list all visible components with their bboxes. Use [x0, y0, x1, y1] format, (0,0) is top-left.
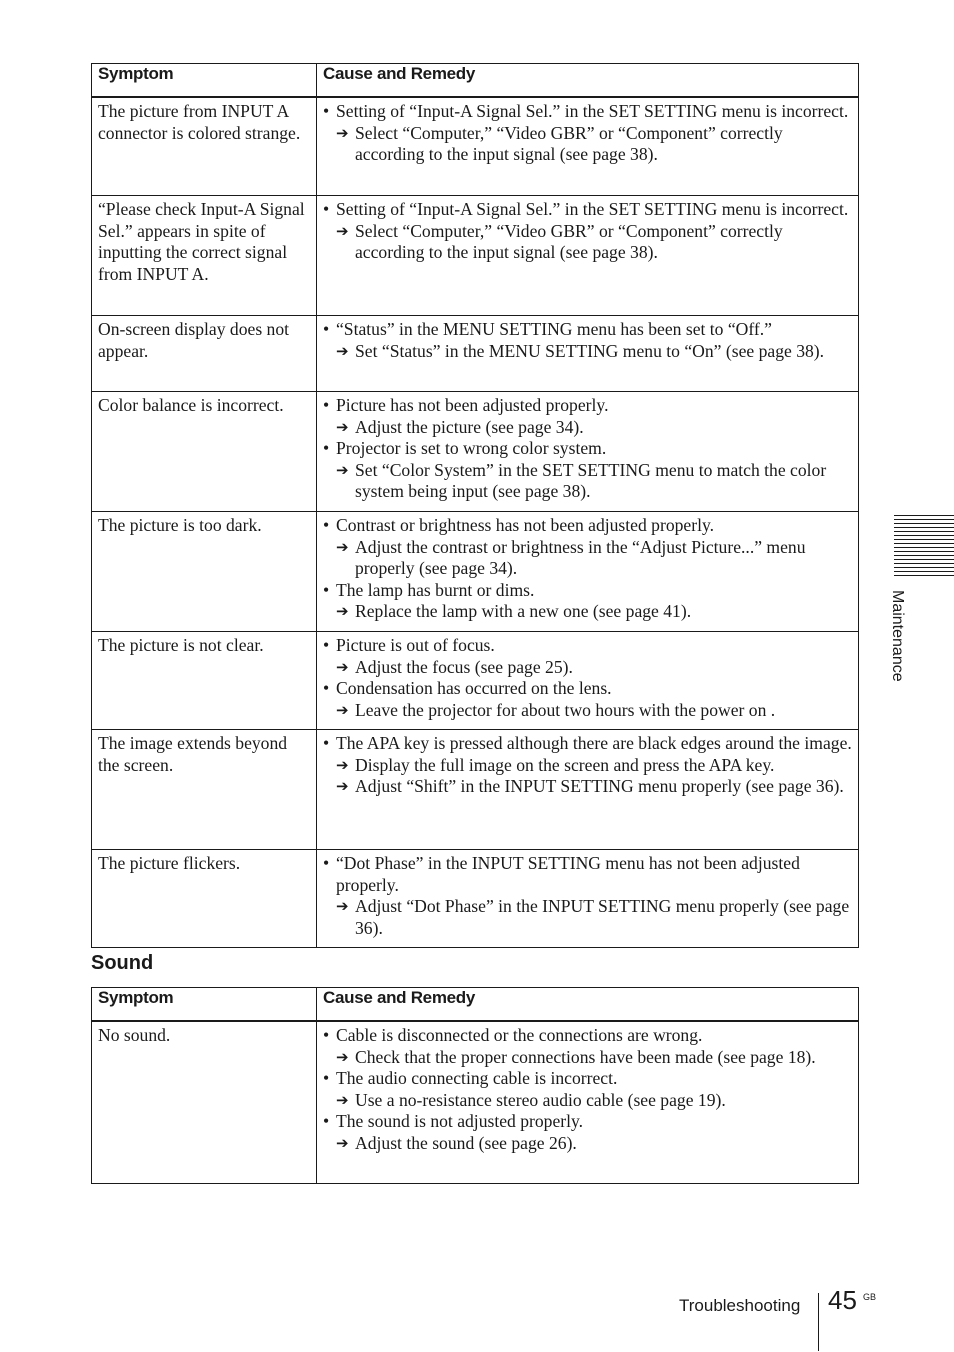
remedy-item	[323, 657, 852, 679]
cause-item	[323, 678, 852, 700]
cause-remedy-cell	[317, 730, 859, 850]
bullet-icon: •	[323, 635, 330, 655]
footer-section-title: Troubleshooting	[679, 1296, 801, 1315]
remedy-text: Use a no-resistance stereo audio cable (see page 19).	[355, 1089, 726, 1110]
table-header-row	[92, 988, 859, 1022]
remedy-item	[323, 417, 852, 439]
remedy-text: Set “Color System” in the SET SETTING menu to match the color system being input (see page 38).	[355, 459, 827, 502]
arrow-right-icon: ➔	[336, 221, 349, 240]
cause-text: Setting of “Input-A Signal Sel.” in the SET SETTING menu is incorrect.	[336, 101, 849, 121]
arrow-right-icon: ➔	[336, 897, 349, 916]
remedy-text: Display the full image on the screen and press the APA key.	[355, 754, 775, 775]
remedy-text: Replace the lamp with a new one (see page 41).	[355, 601, 692, 622]
page-number: 45	[828, 1285, 857, 1315]
cause-text: Cable is disconnected or the connections are wrong.	[336, 1025, 703, 1045]
remedy-text: Leave the projector for about two hours with the power on .	[355, 699, 776, 720]
table-row	[92, 97, 859, 196]
cause-remedy-cell	[317, 512, 859, 632]
remedy-text: Adjust the focus (see page 25).	[355, 656, 573, 677]
cause-item	[323, 733, 852, 755]
remedy-item	[323, 460, 852, 503]
bullet-icon: •	[323, 395, 330, 415]
cause-remedy-cell	[317, 632, 859, 730]
cause-text: The audio connecting cable is incorrect.	[336, 1068, 618, 1089]
symptom-cell: The picture is too dark.	[92, 512, 317, 632]
remedy-text: Check that the proper connections have been made (see page 18).	[355, 1046, 816, 1067]
table-row	[92, 632, 859, 730]
table-row	[92, 392, 859, 512]
bullet-icon: •	[323, 1068, 330, 1089]
bullet-icon: •	[323, 101, 330, 121]
sound-troubleshooting-table	[91, 987, 859, 1184]
remedy-item	[323, 1090, 852, 1112]
bullet-icon: •	[323, 678, 330, 699]
symptom-header: Symptom	[92, 64, 317, 98]
cause-remedy-cell	[317, 196, 859, 316]
remedy-item	[323, 776, 852, 798]
troubleshooting-table	[91, 63, 859, 948]
symptom-header: Symptom	[92, 988, 317, 1022]
cause-item	[323, 199, 852, 221]
section-tab-label: Maintenance	[889, 590, 906, 682]
cause-item	[323, 438, 852, 460]
arrow-right-icon: ➔	[336, 341, 349, 360]
table-header-row	[92, 64, 859, 98]
arrow-right-icon: ➔	[336, 755, 349, 774]
symptom-cell: The image extends beyond the screen.	[92, 730, 317, 850]
table-row	[92, 316, 859, 392]
remedy-text: Select “Computer,” “Video GBR” or “Component” correctly according to the input signal (see page 38).	[355, 122, 783, 165]
cause-text: Contrast or brightness has not been adjusted properly.	[336, 515, 715, 535]
remedy-text: Adjust the contrast or brightness in the “Adjust Picture...” menu properly (see page 34).	[355, 536, 806, 579]
remedy-item	[323, 896, 852, 939]
cause-item	[323, 319, 852, 341]
cause-text: Picture is out of focus.	[336, 635, 495, 655]
cause-item	[323, 853, 852, 896]
table-row	[92, 1021, 859, 1184]
symptom-cell: The picture flickers.	[92, 850, 317, 948]
remedy-text: Adjust “Dot Phase” in the INPUT SETTING menu properly (see page 36).	[355, 896, 850, 938]
arrow-right-icon: ➔	[336, 460, 349, 479]
cause-remedy-cell	[317, 97, 859, 196]
bullet-icon: •	[323, 438, 330, 459]
arrow-right-icon: ➔	[336, 700, 349, 719]
cause-text: Projector is set to wrong color system.	[336, 438, 607, 459]
bullet-icon: •	[323, 515, 330, 535]
remedy-text: Select “Computer,” “Video GBR” or “Component” correctly according to the input signal (see page 38).	[355, 220, 783, 263]
bullet-icon: •	[323, 1111, 330, 1132]
arrow-right-icon: ➔	[336, 1090, 349, 1109]
bullet-icon: •	[323, 319, 330, 339]
bullet-icon: •	[323, 853, 330, 873]
remedy-text: Adjust the sound (see page 26).	[355, 1132, 577, 1153]
arrow-right-icon: ➔	[336, 1047, 349, 1066]
cause-text: Setting of “Input-A Signal Sel.” in the SET SETTING menu is incorrect.	[336, 199, 849, 219]
cause-text: The lamp has burnt or dims.	[336, 579, 535, 600]
cause-text: The sound is not adjusted properly.	[336, 1111, 584, 1132]
remedy-item	[323, 700, 852, 722]
cause-remedy-cell	[317, 850, 859, 948]
arrow-right-icon: ➔	[336, 417, 349, 436]
symptom-cell: On-screen display does not appear.	[92, 316, 317, 392]
bullet-icon: •	[323, 199, 330, 219]
remedy-item	[323, 1133, 852, 1155]
symptom-cell: “Please check Input-A Signal Sel.” appears in spite of inputting the correct signal from INPUT A.	[92, 196, 317, 316]
cause-text: The APA key is pressed although there are black edges around the image.	[336, 733, 852, 753]
table-row	[92, 196, 859, 316]
arrow-right-icon: ➔	[336, 777, 349, 796]
arrow-right-icon: ➔	[336, 1133, 349, 1152]
arrow-right-icon: ➔	[336, 657, 349, 676]
remedy-item	[323, 537, 852, 580]
table-row	[92, 730, 859, 850]
section-tab	[886, 590, 906, 710]
cause-remedy-header: Cause and Remedy	[317, 988, 859, 1022]
remedy-text: Adjust the picture (see page 34).	[355, 416, 584, 437]
cause-item	[323, 395, 852, 417]
arrow-right-icon: ➔	[336, 602, 349, 621]
cause-item	[323, 101, 852, 123]
arrow-right-icon: ➔	[336, 537, 349, 556]
bullet-icon: •	[323, 1025, 330, 1045]
arrow-right-icon: ➔	[336, 123, 349, 142]
cause-text: Picture has not been adjusted properly.	[336, 395, 609, 415]
table-row	[92, 850, 859, 948]
cause-item	[323, 515, 852, 537]
cause-remedy-cell	[317, 316, 859, 392]
footer-divider	[818, 1293, 819, 1351]
bullet-icon: •	[323, 579, 330, 600]
symptom-cell: The picture is not clear.	[92, 632, 317, 730]
remedy-text: Set “Status” in the MENU SETTING menu to “On” (see page 38).	[355, 340, 825, 361]
cause-text: Condensation has occurred on the lens.	[336, 678, 612, 699]
cause-remedy-cell	[317, 1021, 859, 1184]
page-language-code: GB	[863, 1292, 877, 1302]
symptom-cell: Color balance is incorrect.	[92, 392, 317, 512]
remedy-item	[323, 601, 852, 623]
remedy-item	[323, 755, 852, 777]
bullet-icon: •	[323, 733, 330, 753]
symptom-cell: No sound.	[92, 1021, 317, 1184]
table-row	[92, 512, 859, 632]
cause-item	[323, 635, 852, 657]
cause-text: “Status” in the MENU SETTING menu has been set to “Off.”	[336, 319, 772, 339]
cause-remedy-header: Cause and Remedy	[317, 64, 859, 98]
symptom-cell: The picture from INPUT A connector is colored strange.	[92, 97, 317, 196]
cause-item	[323, 580, 852, 602]
cause-item	[323, 1025, 852, 1047]
remedy-item	[323, 123, 852, 166]
cause-text: “Dot Phase” in the INPUT SETTING menu has not been adjusted properly.	[336, 853, 800, 895]
section-title-sound: Sound	[91, 952, 154, 974]
remedy-item	[323, 1047, 852, 1069]
cause-item	[323, 1068, 852, 1090]
remedy-item	[323, 341, 852, 363]
section-tab-rules	[894, 515, 954, 579]
remedy-text: Adjust “Shift” in the INPUT SETTING menu properly (see page 36).	[355, 776, 844, 797]
cause-item	[323, 1111, 852, 1133]
cause-remedy-cell	[317, 392, 859, 512]
remedy-item	[323, 221, 852, 264]
